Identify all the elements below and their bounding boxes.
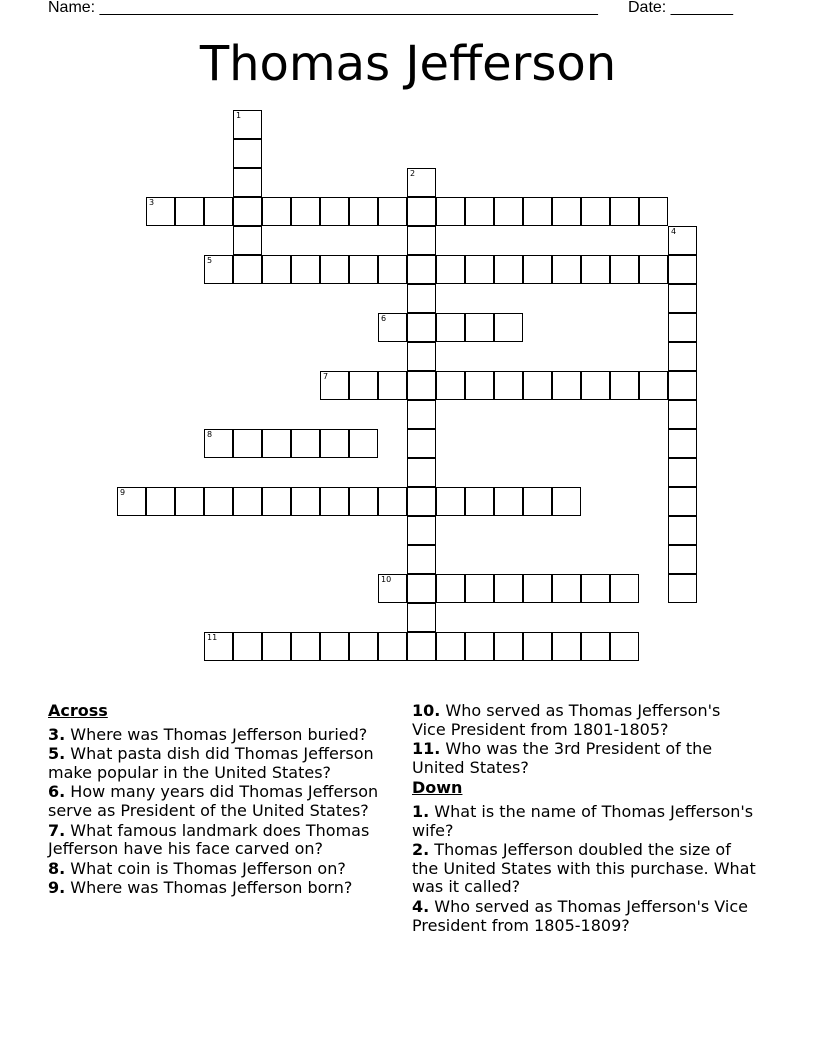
clue-text: What coin is Thomas Jefferson on? (65, 858, 346, 878)
clue-number-label: 9 (120, 488, 126, 497)
clue-number-label: 10 (381, 575, 392, 584)
grid-cell[interactable] (349, 429, 378, 458)
date-field-label[interactable]: Date: _______ (628, 0, 733, 16)
clue-number: 7. (48, 820, 66, 840)
clues-column-left (48, 702, 393, 899)
grid-cell[interactable] (610, 574, 639, 603)
grid-cell[interactable] (291, 429, 320, 458)
grid-cell[interactable] (523, 255, 552, 284)
grid-cell[interactable] (668, 487, 697, 516)
clue-number-label: 8 (207, 430, 213, 439)
name-field-label[interactable]: Name: ________________________________________________________ (48, 0, 598, 16)
grid-cell[interactable] (407, 429, 436, 458)
grid-cell[interactable] (552, 487, 581, 516)
grid-cell[interactable] (436, 255, 465, 284)
grid-cell[interactable] (291, 632, 320, 661)
grid-cell[interactable] (407, 574, 436, 603)
grid-cell[interactable] (436, 313, 465, 342)
down-clue-list (412, 803, 757, 935)
grid-cell[interactable] (523, 487, 552, 516)
across-clue (48, 745, 393, 782)
grid-cell[interactable] (436, 632, 465, 661)
grid-cell[interactable] (668, 313, 697, 342)
grid-cell[interactable] (204, 197, 233, 226)
grid-cell[interactable] (581, 574, 610, 603)
grid-cell[interactable] (436, 574, 465, 603)
grid-cell[interactable] (407, 603, 436, 632)
clue-number: 8. (48, 858, 66, 878)
clue-number: 5. (48, 744, 66, 764)
grid-cell[interactable] (378, 197, 407, 226)
grid-cell[interactable] (262, 197, 291, 226)
across-clue (48, 726, 393, 745)
clue-number: 3. (48, 724, 66, 744)
grid-cell[interactable] (465, 574, 494, 603)
down-clue (412, 898, 757, 935)
grid-cell[interactable] (668, 284, 697, 313)
grid-cell[interactable] (494, 632, 523, 661)
grid-cell[interactable] (552, 371, 581, 400)
clue-number: 11. (412, 739, 441, 759)
clues-column-right (412, 702, 757, 936)
grid-cell[interactable] (465, 313, 494, 342)
grid-cell[interactable] (465, 632, 494, 661)
grid-cell[interactable] (668, 342, 697, 371)
grid-cell[interactable] (233, 487, 262, 516)
grid-cell[interactable] (233, 110, 262, 139)
grid-cell[interactable] (639, 371, 668, 400)
grid-cell[interactable] (349, 371, 378, 400)
grid-cell[interactable] (668, 574, 697, 603)
grid-cell[interactable] (494, 313, 523, 342)
grid-cell[interactable] (465, 197, 494, 226)
grid-cell[interactable] (407, 516, 436, 545)
grid-cell[interactable] (349, 487, 378, 516)
grid-cell[interactable] (233, 139, 262, 168)
grid-cell[interactable] (552, 632, 581, 661)
clue-number-label: 6 (381, 314, 387, 323)
grid-cell[interactable] (291, 487, 320, 516)
grid-cell[interactable] (320, 371, 349, 400)
grid-cell[interactable] (668, 255, 697, 284)
grid-cell[interactable] (407, 632, 436, 661)
clue-number: 6. (48, 782, 66, 802)
grid-cell[interactable] (581, 255, 610, 284)
grid-cell[interactable] (291, 255, 320, 284)
grid-cell[interactable] (233, 632, 262, 661)
grid-cell[interactable] (320, 197, 349, 226)
grid-cell[interactable] (610, 371, 639, 400)
clue-number: 9. (48, 878, 66, 898)
down-clue (412, 803, 757, 840)
grid-cell[interactable] (320, 487, 349, 516)
across-clue (412, 702, 757, 739)
grid-cell[interactable] (262, 429, 291, 458)
grid-cell[interactable] (494, 197, 523, 226)
puzzle-title: Thomas Jefferson (199, 36, 617, 92)
grid-cell[interactable] (204, 429, 233, 458)
grid-cell[interactable] (436, 371, 465, 400)
grid-cell[interactable] (378, 574, 407, 603)
grid-cell[interactable] (407, 284, 436, 313)
grid-cell[interactable] (117, 487, 146, 516)
grid-cell[interactable] (204, 632, 233, 661)
grid-cell[interactable] (552, 197, 581, 226)
grid-cell[interactable] (378, 255, 407, 284)
clue-number-label: 11 (207, 633, 218, 642)
across-clue (48, 879, 393, 898)
grid-cell[interactable] (320, 255, 349, 284)
grid-cell[interactable] (668, 371, 697, 400)
grid-cell[interactable] (523, 371, 552, 400)
clue-text: Thomas Jefferson doubled the size of the United States with this purchase. What was it called? (412, 840, 756, 897)
grid-cell[interactable] (233, 197, 262, 226)
clue-number-label: 3 (149, 198, 155, 207)
grid-cell[interactable] (349, 197, 378, 226)
grid-cell[interactable] (668, 516, 697, 545)
grid-cell[interactable] (233, 168, 262, 197)
grid-cell[interactable] (262, 255, 291, 284)
grid-cell[interactable] (320, 632, 349, 661)
grid-cell[interactable] (436, 487, 465, 516)
clue-text: Where was Thomas Jefferson born? (65, 878, 353, 898)
grid-cell[interactable] (204, 487, 233, 516)
grid-cell[interactable] (581, 632, 610, 661)
grid-cell[interactable] (494, 371, 523, 400)
grid-cell[interactable] (465, 255, 494, 284)
clue-text: What famous landmark does Thomas Jefferson have his face carved on? (48, 820, 370, 859)
grid-cell[interactable] (668, 226, 697, 255)
across-heading: Across (48, 701, 108, 720)
grid-cell[interactable] (262, 632, 291, 661)
grid-cell[interactable] (668, 545, 697, 574)
grid-cell[interactable] (639, 197, 668, 226)
clue-number-label: 1 (236, 111, 242, 120)
grid-cell[interactable] (407, 168, 436, 197)
clue-text: How many years did Thomas Jefferson serve as President of the United States? (48, 782, 379, 820)
grid-cell[interactable] (668, 429, 697, 458)
across-clue-list-continued (412, 702, 757, 777)
grid-cell[interactable] (407, 342, 436, 371)
across-clue-list (48, 726, 393, 898)
grid-cell[interactable] (407, 545, 436, 574)
grid-cell[interactable] (523, 632, 552, 661)
grid-cell[interactable] (668, 400, 697, 429)
grid-cell[interactable] (262, 487, 291, 516)
clue-text: Who was the 3rd President of the United States? (412, 739, 713, 777)
grid-cell[interactable] (146, 487, 175, 516)
clue-number: 4. (412, 896, 430, 916)
clue-text: Who served as Thomas Jefferson's Vice President from 1805-1809? (412, 896, 748, 935)
clue-text: What is the name of Thomas Jefferson's wife? (412, 801, 754, 840)
clue-number-label: 4 (671, 227, 677, 236)
grid-cell[interactable] (378, 632, 407, 661)
grid-cell[interactable] (610, 197, 639, 226)
grid-cell[interactable] (407, 487, 436, 516)
grid-cell[interactable] (610, 632, 639, 661)
clue-number: 2. (412, 840, 430, 860)
clue-text: Who served as Thomas Jefferson's Vice President from 1801-1805? (412, 701, 721, 739)
grid-cell[interactable] (552, 574, 581, 603)
across-clue (412, 740, 757, 777)
grid-cell[interactable] (407, 313, 436, 342)
grid-cell[interactable] (291, 197, 320, 226)
grid-cell[interactable] (146, 197, 175, 226)
clue-number-label: 2 (410, 169, 416, 178)
grid-cell[interactable] (233, 226, 262, 255)
grid-cell[interactable] (407, 226, 436, 255)
grid-cell[interactable] (639, 255, 668, 284)
across-clue (48, 783, 393, 820)
grid-cell[interactable] (407, 197, 436, 226)
grid-cell[interactable] (378, 487, 407, 516)
clue-number: 10. (412, 701, 441, 720)
grid-cell[interactable] (407, 400, 436, 429)
grid-cell[interactable] (204, 255, 233, 284)
grid-cell[interactable] (494, 255, 523, 284)
clue-text: Where was Thomas Jefferson buried? (65, 724, 368, 744)
grid-cell[interactable] (378, 313, 407, 342)
clue-text: What pasta dish did Thomas Jefferson make popular in the United States? (48, 744, 374, 782)
grid-cell[interactable] (523, 197, 552, 226)
across-clue (48, 822, 393, 859)
clue-number: 1. (412, 801, 430, 821)
across-clue (48, 860, 393, 879)
grid-cell[interactable] (349, 632, 378, 661)
grid-cell[interactable] (233, 255, 262, 284)
grid-cell[interactable] (523, 574, 552, 603)
grid-cell[interactable] (494, 487, 523, 516)
grid-cell[interactable] (407, 255, 436, 284)
grid-cell[interactable] (610, 255, 639, 284)
down-heading: Down (412, 778, 463, 798)
grid-cell[interactable] (436, 197, 465, 226)
grid-cell[interactable] (407, 371, 436, 400)
grid-cell[interactable] (581, 371, 610, 400)
grid-cell[interactable] (465, 487, 494, 516)
grid-cell[interactable] (465, 371, 494, 400)
grid-cell[interactable] (668, 458, 697, 487)
grid-cell[interactable] (581, 197, 610, 226)
clue-number-label: 7 (323, 372, 329, 381)
grid-cell[interactable] (320, 429, 349, 458)
down-clue (412, 841, 757, 897)
grid-cell[interactable] (175, 487, 204, 516)
grid-cell[interactable] (175, 197, 204, 226)
grid-cell[interactable] (349, 255, 378, 284)
grid-cell[interactable] (233, 429, 262, 458)
grid-cell[interactable] (378, 371, 407, 400)
clue-number-label: 5 (207, 256, 213, 265)
grid-cell[interactable] (407, 458, 436, 487)
grid-cell[interactable] (494, 574, 523, 603)
grid-cell[interactable] (552, 255, 581, 284)
